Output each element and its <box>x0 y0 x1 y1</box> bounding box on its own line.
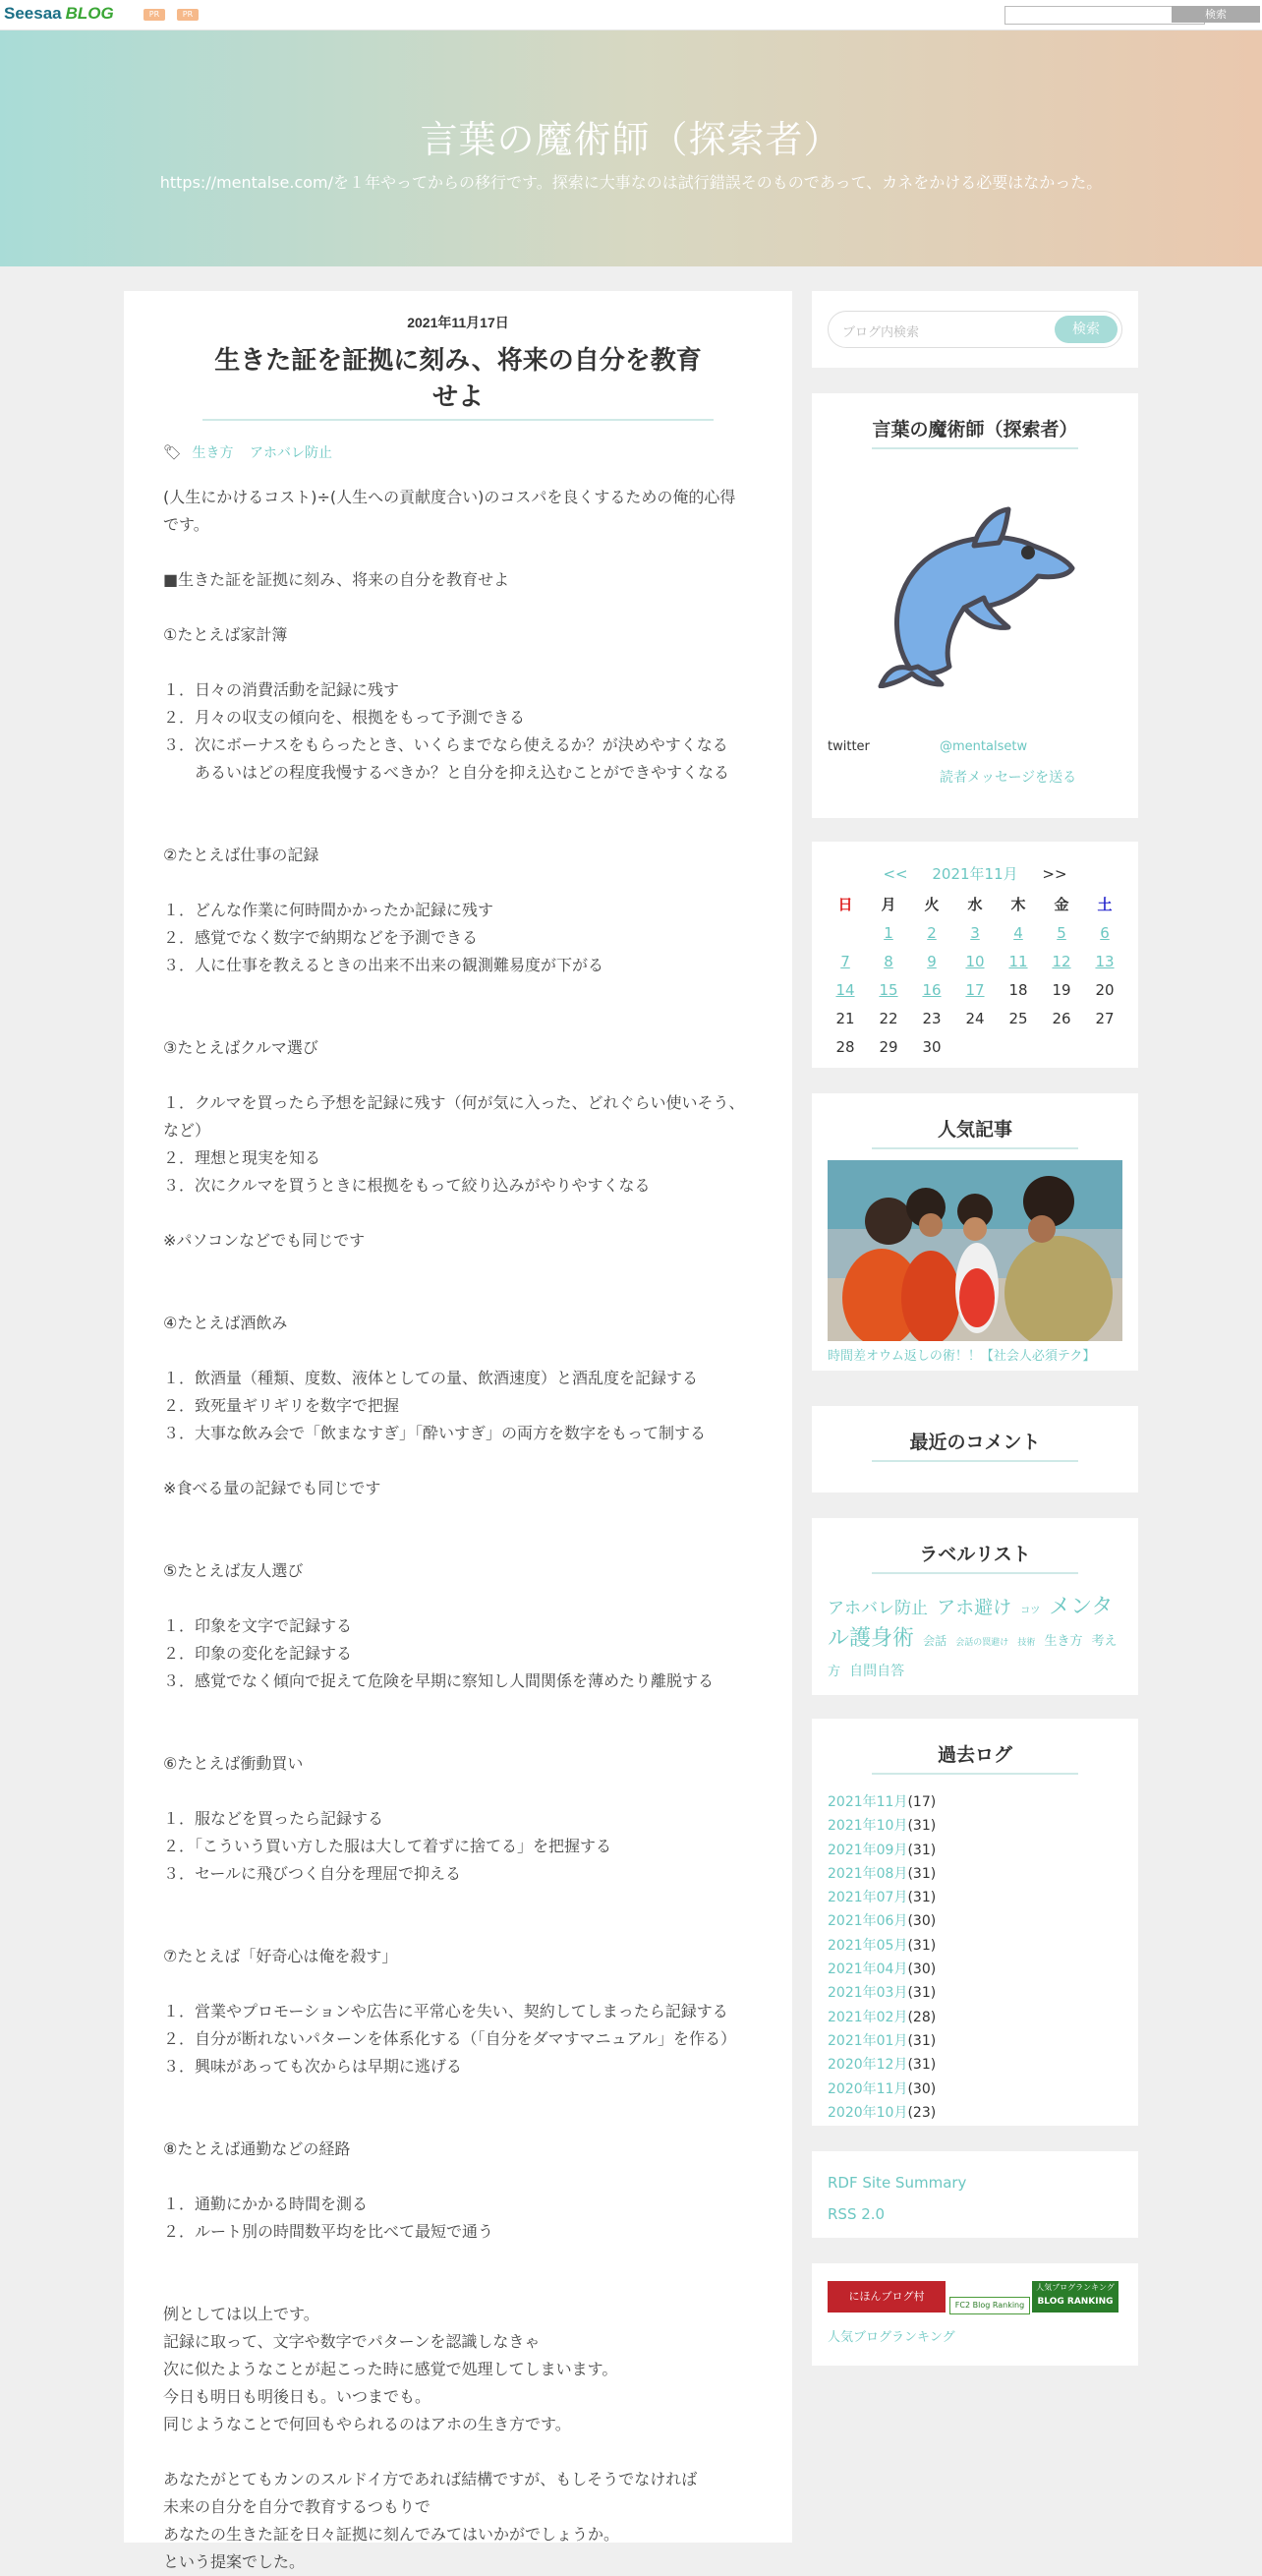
post-body-line: ２．感覚でなく数字で納期などを予測できる <box>163 928 479 947</box>
post-body-line: ■生きた証を証拠に刻み、将来の自分を教育せよ <box>163 570 510 589</box>
blog-ranking-banner-line1: 人気ブログランキング <box>1036 2283 1115 2292</box>
post-body-line: ②たとえば仕事の記録 <box>163 846 319 864</box>
sidebar-feeds-widget <box>812 2151 1138 2238</box>
calendar-day[interactable] <box>910 947 953 975</box>
archive-item <box>828 2101 1138 2125</box>
article-column <box>124 291 792 2571</box>
calendar-day: 25 <box>1008 1009 1028 1027</box>
archive-item <box>828 1981 1138 2005</box>
post-body-line <box>163 787 745 814</box>
calendar-day-link[interactable]: 4 <box>1013 923 1023 942</box>
sidebar-archive-widget <box>812 1719 1138 2126</box>
sidebar-search-widget <box>812 291 1138 368</box>
label-list-title: ラベルリスト <box>872 1540 1078 1574</box>
calendar-day-link[interactable]: 17 <box>965 980 985 999</box>
popular-article-link[interactable]: 時間差オウム返しの術！！【社会人必須テク】 <box>828 1349 1096 1364</box>
archive-count: (23) <box>907 2104 937 2121</box>
post-body-line <box>163 1970 745 1998</box>
archive-month-link[interactable]: 2021年05月 <box>828 1937 908 1954</box>
post-body-line: 次に似たようなことが起こった時に感覚で処理してしまいます。 <box>163 2360 618 2378</box>
post-body-line: １．飲酒量（種類、度数、液体としての量、飲酒速度）と酒乱度を記録する <box>163 1369 699 1387</box>
archive-count: (31) <box>907 2032 937 2049</box>
label-cloud-link[interactable]: 会話の罠避け <box>955 1638 1009 1648</box>
post-body-line <box>163 1255 745 1282</box>
archive-item <box>828 1958 1138 1981</box>
calendar-day-link[interactable]: 14 <box>835 980 855 999</box>
calendar-day <box>824 918 867 947</box>
post-body-line: １．日々の消費活動を記録に残す <box>163 680 400 699</box>
archive-count: (31) <box>907 1818 937 1835</box>
top-search-button[interactable]: 検索 <box>1172 6 1260 23</box>
archive-item <box>828 1839 1138 1862</box>
label-cloud <box>828 1594 1122 1686</box>
post-body-line: ３．次にボーナスをもらったとき、いくらまでなら使えるか？が決めやすくなる <box>163 735 728 754</box>
calendar-day-link[interactable]: 2 <box>927 923 937 942</box>
calendar-day: 26 <box>1052 1009 1071 1027</box>
label-cloud-link[interactable]: アホ避け <box>937 1597 1012 1618</box>
top-bar <box>0 0 1262 30</box>
post-body-line: という提案でした。 <box>163 2552 306 2571</box>
post-labels <box>163 442 792 462</box>
rss-feed-link[interactable]: RSS 2.0 <box>828 2205 886 2223</box>
archive-month-link[interactable]: 2021年03月 <box>828 1985 908 2002</box>
calendar-prev-link[interactable]: << <box>883 865 908 883</box>
archive-month-link[interactable]: 2020年11月 <box>828 2080 908 2097</box>
calendar-day: 19 <box>1052 980 1071 999</box>
calendar-table <box>824 890 1126 1061</box>
calendar-day: 21 <box>835 1009 855 1027</box>
archive-title: 過去ログ <box>872 1740 1078 1775</box>
calendar-day: 30 <box>922 1037 942 1056</box>
archive-count: (30) <box>907 1961 937 1978</box>
pr-link-1[interactable]: PR <box>143 9 165 21</box>
recent-comments-title: 最近のコメント <box>872 1428 1078 1462</box>
post-body-line: ⑥たとえば衝動買い <box>163 1754 304 1773</box>
post-title[interactable]: 生きた証を証拠に刻み、将来の自分を教育せよ <box>202 340 714 421</box>
post-body-line: ⑧たとえば通勤などの経路 <box>163 2139 351 2158</box>
archive-item <box>828 1909 1138 1933</box>
blog-search-button[interactable]: 検索 <box>1055 316 1118 343</box>
post-body-line: ⑦たとえば「好奇心は俺を殺す」 <box>163 1947 398 1965</box>
calendar-weekday: 月 <box>881 896 896 913</box>
calendar-day-link[interactable]: 6 <box>1100 923 1110 942</box>
post-body-line: １．どんな作業に何時間かかったか記録に残す <box>163 901 494 919</box>
calendar-day-link[interactable]: 12 <box>1052 952 1071 970</box>
calendar-day-link[interactable]: 15 <box>879 980 898 999</box>
calendar-day <box>997 1032 1040 1061</box>
post-body-line: あなたの生きた証を日々証拠に刻んでみてはいかがでしょうか。 <box>163 2525 620 2544</box>
archive-count: (31) <box>907 2057 937 2074</box>
calendar-weekday: 水 <box>967 896 983 913</box>
label-cloud-link[interactable]: アホバレ防止 <box>828 1599 928 1618</box>
archive-count: (31) <box>907 1865 937 1882</box>
post-body-line: ３．次にクルマを買うときに根拠をもって絞り込みがやりやすくなる <box>163 1176 651 1195</box>
archive-count: (17) <box>907 1794 937 1810</box>
seesaa-logo[interactable] <box>4 4 114 24</box>
pr-link-2[interactable]: PR <box>177 9 199 21</box>
post-date: 2021年11月17日 <box>407 315 509 330</box>
archive-month-link[interactable]: 2021年01月 <box>828 2032 908 2049</box>
label-cloud-link[interactable]: 会話 <box>923 1634 947 1648</box>
post-body-line <box>163 1502 745 1530</box>
calendar-day-link[interactable]: 16 <box>922 980 942 999</box>
post-body-line: ２．ルート別の時間数平均を比べて最短で通う <box>163 2222 494 2241</box>
archive-item <box>828 1886 1138 1909</box>
post-body-line <box>163 2163 745 2191</box>
post-body-line <box>163 869 745 897</box>
post-body-line <box>163 1585 745 1612</box>
calendar-day-link[interactable]: 7 <box>840 952 850 970</box>
archive-count: (31) <box>907 1890 937 1906</box>
archive-count: (28) <box>907 2009 937 2025</box>
calendar-weekday: 木 <box>1010 896 1026 913</box>
calendar-day[interactable] <box>867 947 910 975</box>
sidebar-popular-widget <box>812 1093 1138 1371</box>
calendar-day: 29 <box>879 1037 898 1056</box>
blog-header <box>0 30 1262 266</box>
calendar-month-link[interactable]: 2021年11月 <box>932 865 1018 883</box>
archive-month-link[interactable]: 2021年09月 <box>828 1842 908 1858</box>
tag-icon: 🏷︎ <box>163 443 183 461</box>
post-body-line <box>163 2246 745 2273</box>
post-body-line: １．印象を文字で記録する <box>163 1616 353 1635</box>
calendar-day: 18 <box>1008 980 1028 999</box>
calendar-day <box>953 1032 997 1061</box>
post-body-line: ２．理想と現実を知る <box>163 1148 321 1167</box>
dolphin-avatar-icon <box>871 492 1077 688</box>
post-body-line: 未来の自分を自分で教育するつもりで <box>163 2497 430 2516</box>
calendar-day: 20 <box>1095 980 1115 999</box>
calendar-day[interactable] <box>953 918 997 947</box>
calendar-next-link[interactable]: >> <box>1042 865 1067 883</box>
blog-title[interactable]: 言葉の魔術師（探索者） <box>420 118 842 161</box>
archive-month-link[interactable]: 2021年02月 <box>828 2009 908 2025</box>
calendar-day: 27 <box>1095 1009 1115 1027</box>
calendar-day-link[interactable]: 5 <box>1057 923 1066 942</box>
archive-item <box>828 1814 1138 1838</box>
calendar-day: 24 <box>965 1009 985 1027</box>
calendar-day[interactable] <box>953 975 997 1004</box>
post-body-line: 今日も明日も明後日も。いつまでも。 <box>163 2387 431 2406</box>
post-body-line <box>163 649 745 676</box>
post-body-line <box>163 2438 745 2466</box>
profile-title: 言葉の魔術師（探索者） <box>872 415 1078 449</box>
post-body-line <box>163 1337 745 1365</box>
post-body-line <box>163 539 745 566</box>
archive-item <box>828 1862 1138 1886</box>
calendar-day: 28 <box>835 1037 855 1056</box>
calendar-day[interactable] <box>1040 947 1083 975</box>
post-body-line <box>163 1915 745 1943</box>
post-body-line <box>163 1888 745 1915</box>
label-cloud-link[interactable]: 考え方 <box>828 1634 1118 1679</box>
calendar-day-link[interactable]: 1 <box>884 923 893 942</box>
twitter-handle-link[interactable]: @mentalsetw <box>940 739 1028 754</box>
archive-month-link[interactable]: 2021年07月 <box>828 1890 908 1906</box>
post-body-line: ２．印象の変化を記録する <box>163 1644 353 1663</box>
archive-month-link[interactable]: 2021年06月 <box>828 1913 908 1930</box>
post-body-line <box>163 1778 745 1805</box>
post-body-line: (人生にかけるコスト)÷(人生への貢献度合い)のコスパを良くするための俺的心得です。 <box>163 488 736 534</box>
calendar-day[interactable] <box>910 975 953 1004</box>
logo-text-blog: BLOG <box>65 4 114 23</box>
logo-text-seesaa: Seesaa <box>4 4 62 23</box>
calendar-day[interactable] <box>867 975 910 1004</box>
archive-count: (31) <box>907 1985 937 2002</box>
post-body-line <box>163 1062 745 1089</box>
label-cloud-link[interactable]: 自問自答 <box>849 1664 905 1679</box>
post-body-line: 記録に取って、文字や数字でパターンを認識しなきゃ <box>163 2332 541 2351</box>
archive-count: (30) <box>907 2080 937 2097</box>
post-body-line <box>163 2108 745 2136</box>
twitter-label: twitter <box>828 739 870 754</box>
post-body-line: ※食べる量の記録でも同じです <box>163 1479 381 1497</box>
post-body-line <box>163 1200 745 1227</box>
calendar-day-link[interactable]: 3 <box>970 923 980 942</box>
calendar-weekday: 金 <box>1054 896 1069 913</box>
archive-count: (31) <box>907 1842 937 1858</box>
post-body-line: ⑤たとえば友人選び <box>163 1561 304 1580</box>
sidebar-ranking-widget <box>812 2263 1138 2366</box>
post-body-line: １．服などを買ったら記録する <box>163 1809 384 1828</box>
post-body-line <box>163 1447 745 1475</box>
post-body-line: 同じようなことで何回もやられるのはアホの生き方です。 <box>163 2415 571 2433</box>
calendar-day[interactable] <box>910 918 953 947</box>
blog-ranking-link[interactable]: 人気ブログランキング <box>828 2330 955 2345</box>
archive-item <box>828 2053 1138 2077</box>
post-body-line: ２．月々の収支の傾向を、根拠をもって予測できる <box>163 708 526 727</box>
post-body-line: ２．致死量ギリギリを数字で把握 <box>163 1396 400 1415</box>
sidebar-labels-widget <box>812 1518 1138 1695</box>
post-body-line: １．営業やプロモーションや広告に平常心を失い、契約してしまったら記録する <box>163 2002 728 2020</box>
sidebar-calendar-widget <box>812 842 1138 1068</box>
archive-count: (30) <box>907 1913 937 1930</box>
calendar-day-link[interactable]: 11 <box>1008 952 1028 970</box>
post-body-line: ※パソコンなどでも同じです <box>163 1231 366 1250</box>
archive-item <box>828 2078 1138 2101</box>
post-body-line: ①たとえば家計簿 <box>163 625 288 644</box>
calendar-day-link[interactable]: 10 <box>965 952 985 970</box>
calendar-day-link[interactable]: 13 <box>1095 952 1115 970</box>
send-message-link[interactable]: 読者メッセージを送る <box>940 770 1077 786</box>
post-body-line <box>163 979 745 1007</box>
calendar-day[interactable] <box>867 918 910 947</box>
label-cloud-link[interactable]: 技術 <box>1017 1638 1036 1648</box>
archive-month-link[interactable]: 2020年12月 <box>828 2057 908 2074</box>
calendar-weekday: 日 <box>837 896 853 913</box>
post-body-line <box>163 814 745 842</box>
post-body-line: あなたがとてもカンのスルドイ方であれば結構ですが、もしそうでなければ <box>163 2470 698 2488</box>
calendar-day <box>1040 1032 1083 1061</box>
post-body-line: ３．興味があっても次からは早期に逃げる <box>163 2057 462 2076</box>
calendar-day <box>1083 1032 1126 1061</box>
calendar-day-link[interactable]: 8 <box>884 952 893 970</box>
calendar-header <box>812 863 1138 884</box>
calendar-weekday: 土 <box>1097 896 1113 913</box>
archive-count: (31) <box>907 1937 937 1954</box>
blog-description: https://mentalse.com/を１年やってからの移行です。探索に大事なのは試行錯誤そのものであって、カネをかける必要はなかった。 <box>159 173 1103 192</box>
calendar-day-link[interactable]: 9 <box>927 952 937 970</box>
nihon-blogmura-banner[interactable]: にほんブログ村 <box>828 2281 946 2313</box>
post-body-line <box>163 2273 745 2301</box>
label-cloud-link[interactable]: コツ <box>1020 1606 1041 1616</box>
post-body-line: ２．「こういう買い方した服は大して着ずに捨てる」を把握する <box>163 1837 612 1855</box>
archive-month-link[interactable]: 2021年10月 <box>828 1818 908 1835</box>
fc2-ranking-banner[interactable]: FC2 Blog Ranking <box>949 2297 1030 2314</box>
calendar-day[interactable] <box>824 975 867 1004</box>
post-body-line: あるいはどの程度我慢するべきか？と自分を抑え込むことができやすくなる <box>195 763 730 782</box>
blog-ranking-banner-line2: BLOG RANKING <box>1037 2297 1114 2307</box>
sidebar-comments-widget <box>812 1406 1138 1493</box>
calendar-day[interactable] <box>997 947 1040 975</box>
archive-item <box>828 2006 1138 2029</box>
post-body-line <box>163 1723 745 1750</box>
popular-article-thumbnail[interactable] <box>828 1160 1122 1341</box>
post-body-line <box>163 1007 745 1034</box>
post-body-line: 例としては以上です。 <box>163 2305 319 2323</box>
search-placeholder: ブログ内検索 <box>842 325 920 340</box>
post-body-line: ２．自分が断れないパターンを体系化する（「自分をダマすマニュアル」を作る） <box>163 2029 737 2048</box>
post-body-line: ③たとえばクルマ選び <box>163 1038 318 1057</box>
post-body-line: ３．感覚でなく傾向で捉えて危険を早期に察知し人間関係を薄めたり離脱する <box>163 1671 715 1690</box>
blog-ranking-banner[interactable] <box>1032 2281 1119 2313</box>
calendar-day[interactable] <box>824 947 867 975</box>
archive-month-link[interactable]: 2021年08月 <box>828 1865 908 1882</box>
post-label-link[interactable]: 生き方 <box>192 445 234 461</box>
archive-item <box>828 1790 1138 1814</box>
archive-item <box>828 2029 1138 2053</box>
calendar-day[interactable] <box>1083 947 1126 975</box>
archive-month-link[interactable]: 2021年04月 <box>828 1961 908 1978</box>
archive-item <box>828 1934 1138 1958</box>
label-cloud-link[interactable]: メンタル護身術 <box>828 1595 1114 1651</box>
archive-month-link[interactable]: 2021年11月 <box>828 1794 908 1810</box>
archive-month-link[interactable]: 2020年10月 <box>828 2104 908 2121</box>
rdf-feed-link[interactable]: RDF Site Summary <box>828 2174 967 2192</box>
post-body-line: ３．大事な飲み会で「飲まなすぎ」「酔いすぎ」の両方を数字をもって制する <box>163 1424 707 1442</box>
popular-title: 人気記事 <box>872 1115 1078 1149</box>
calendar-day[interactable] <box>1083 918 1126 947</box>
calendar-day[interactable] <box>997 918 1040 947</box>
post-label-link[interactable]: アホバレ防止 <box>249 445 332 461</box>
post-body-line: １．クルマを買ったら予想を記録に残す（何が気に入った、どれぐらい使いそう、など） <box>163 1093 745 1140</box>
sidebar-profile-widget <box>812 393 1138 818</box>
calendar-weekday: 火 <box>924 896 940 913</box>
label-cloud-link[interactable]: 生き方 <box>1044 1634 1083 1649</box>
post-body-line <box>163 1282 745 1310</box>
archive-list <box>828 1790 1138 2125</box>
post-body-line: ④たとえば酒飲み <box>163 1314 288 1332</box>
calendar-day[interactable] <box>953 947 997 975</box>
post-body-line <box>163 1530 745 1557</box>
post-body-line: ３．人に仕事を教えるときの出来不出来の観測難易度が下がる <box>163 956 604 974</box>
calendar-day: 23 <box>922 1009 942 1027</box>
blog-search-input[interactable] <box>828 311 1122 348</box>
post-body-line <box>163 2080 745 2108</box>
post-body-line: １．通勤にかかる時間を測る <box>163 2195 369 2213</box>
post-body <box>163 484 745 2576</box>
calendar-day: 22 <box>879 1009 898 1027</box>
calendar-day[interactable] <box>1040 918 1083 947</box>
post-body-line: ３．セールに飛びつく自分を理屈で抑える <box>163 1864 462 1883</box>
post-body-line <box>163 594 745 621</box>
post-body-line <box>163 1695 745 1723</box>
